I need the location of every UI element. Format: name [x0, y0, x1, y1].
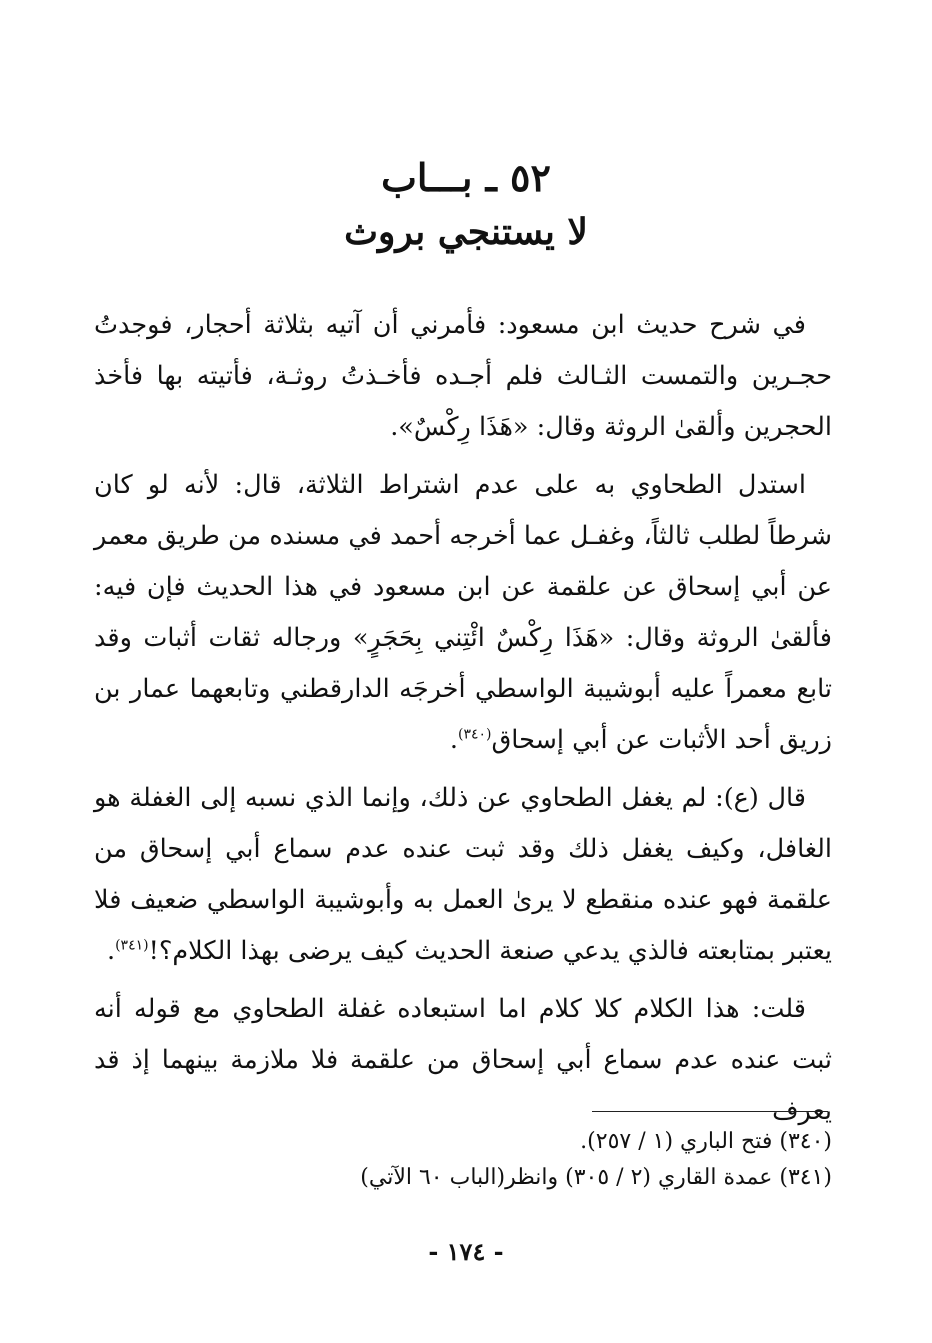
chapter-title: لا يستنجي بروث [344, 211, 588, 253]
footnote-341: (٣٤١) عمدة القاري (٢ / ٣٠٥) وانظر(الباب ٦٠ الآتي) [360, 1165, 832, 1190]
paragraph-4 [94, 984, 832, 1137]
footnote-ref-341: (٣٤١) [115, 937, 149, 954]
footnotes [94, 1124, 832, 1196]
paragraph-3-tail: . [106, 936, 116, 966]
footnote-separator [592, 1111, 828, 1112]
body-text [94, 300, 832, 1144]
chapter-number: ٥٢ ـ بـــاب [381, 155, 551, 200]
footnote-ref-340: (٣٤٠) [458, 726, 492, 743]
paragraph-1-text: في شرح حديث ابن مسعود: فأمرني أن آتيه بثلاثة أحجار، فوجدتُ حجـرين والتمست الثـالث فلم أجـده فأخـذتُ روثـة، فأتيته بها فأخذ الحجرين وألقىٰ الروثة وقال: «هَذَا رِكْسٌ». [94, 310, 832, 442]
paragraph-2-tail: . [449, 725, 459, 755]
page-number: - ١٧٤ - [428, 1237, 504, 1266]
footnote-340: (٣٤٠) فتح الباري (١ / ٢٥٧). [580, 1129, 832, 1154]
paragraph-3-text: قال (ع): لم يغفل الطحاوي عن ذلك، وإنما الذي نسبه إلى الغفلة هو الغافل، وكيف يغفل ذلك وقد ثبت عنده عدم سماع أبي إسحاق من علقمة فهو عنده منقطع لا يرىٰ العمل به وأبوشيبة الواسطي ضعيف فلا يعتبر بمتابعته فالذي يدعي صنعة الحديث كيف يرضى بهذا الكلام؟! [94, 783, 832, 966]
paragraph-3 [94, 773, 832, 977]
paragraph-4-text: قلت: هذا الكلام كلا كلام اما استبعاده غفلة الطحاوي مع قوله أنه ثبت عنده عدم سماع أبي إسحاق من علقمة فلا ملازمة بينهما إذ قد يعرف [94, 994, 832, 1126]
paragraph-2 [94, 460, 832, 766]
paragraph-1 [94, 300, 832, 453]
paragraph-2-text: استدل الطحاوي به على عدم اشتراط الثلاثة، قال: لأنه لو كان شرطاً لطلب ثالثاً، وغفـل عما أخرجه أحمد في مسنده من طريق معمر عن أبي إسحاق عن علقمة عن ابن مسعود في هذا الحديث فإن فيه: فألقىٰ الروثة وقال: «هَذَا رِكْسٌ ائْتِني بِحَجَرٍ» ورجاله ثقات أثبات وقد تابع معمراً عليه أبوشيبة الواسطي أخرجَه الدارقطني وتابعهما عمار بن زريق أحد الأثبات عن أبي إسحاق [94, 470, 832, 755]
